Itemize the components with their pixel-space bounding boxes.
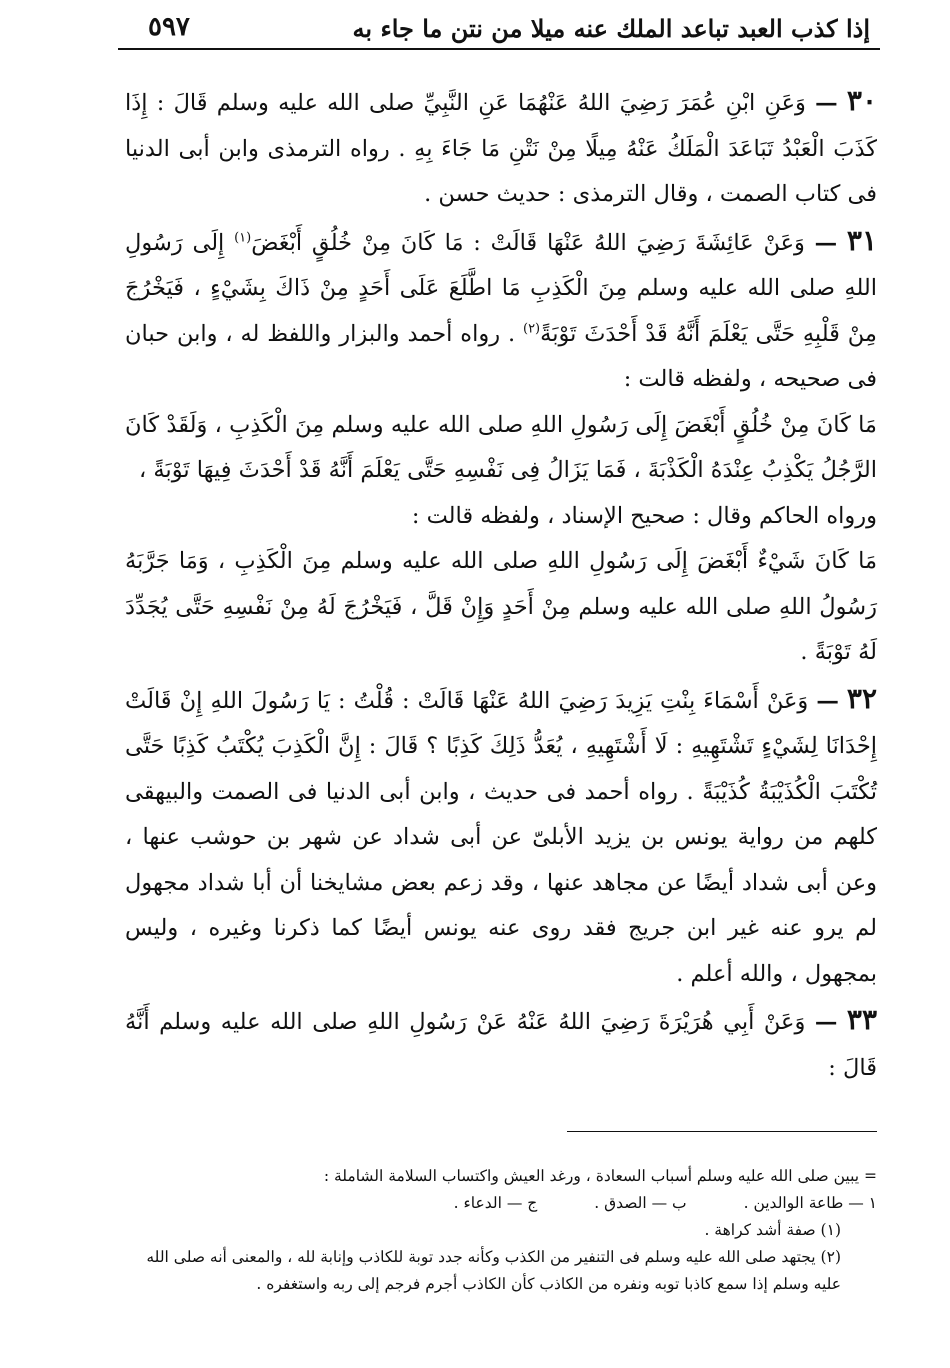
main-text [125, 78, 877, 1091]
hadith-dash: — [816, 687, 839, 714]
footnote-divider [567, 1131, 877, 1132]
hadith-text: وَعَنْ عَائِشَةَ رَضِيَ اللهُ عَنْهَا قَالَتْ : مَا كَانَ مِنْ خُلُقٍ أَبْغَضَ [251, 229, 805, 256]
hadith-dash: — [815, 90, 838, 116]
hadith-number: ٣١ [846, 223, 877, 257]
hadith-text: وَعَنْ أَسْمَاءَ بِنْتِ يَزِيدَ رَضِيَ اللهُ عَنْهَا قَالَتْ : قُلْتُ : يَا رَسُولَ اللهِ إِنْ قَالَتْ إِحْدَانَا لِشَيْءٍ تَشْتَهِيهِ : لَا أَشْتَهِيهِ ، يُعَدُّ ذَلِكَ كَذِبًا ؟ قَالَ : إِنَّ الْكَذِبَ يُكْتَبُ كَذِبًا حَتَّى تُكْتَبَ الْكُذَيْبَةُ كُذَيْبَةً . رواه أحمد فى حديث ، وابن أبى الدنيا فى الصمت والبيهقى كلهم من رواية يونس بن يزيد الأبلىّ عن أبى شداد عن شهر بن حوشب عنها ، وعن أبى شداد أيضًا عن مجاهد عنها ، وقد زعم بعض مشايخنا أن أبا شداد مجهول لم يرو عنه غير ابن جريج فقد روى عنه يونس أيضًا كما ذكرنا وغيره ، وليس بمجهول ، والله أعلم . [125, 687, 877, 987]
hadith-31 [125, 218, 877, 403]
hakim-version: مَا كَانَ شَيْءٌ أَبْغَضَ إِلَى رَسُولِ اللهِ صلى الله عليه وسلم مِنَ الْكَذِبِ ، وَمَا جَرَّبَهُ رَسُولُ اللهِ صلى الله عليه وسلم مِنْ أَحَدٍ وَإِنْ قَلَّ ، فَيَخْرُجَ لَهُ مِنْ نَفْسِهِ حَتَّى يُجَدِّدَ لَهُ تَوْبَةً . [125, 548, 877, 665]
footnote-item: ١ — طاعة الوالدين . [743, 1194, 877, 1212]
footnote-items [125, 1190, 877, 1217]
hadith-text: وَعَنِ ابْنِ عُمَرَ رَضِيَ اللهُ عَنْهُمَا عَنِ النَّبِيِّ صلى الله عليه وسلم قَالَ : إِذَا كَذَبَ الْعَبْدُ تَبَاعَدَ الْمَلَكُ عَنْهُ مِيلًا مِنْ نَتْنِ مَا جَاءَ بِهِ . رواه الترمذى وابن أبى الدنيا فى كتاب الصمت ، وقال الترمذى : حديث حسن . [125, 90, 877, 207]
hadith-text: . رواه أحمد والبزار واللفظ له ، وابن حبان فى صحيحه ، ولفظه قالت : [125, 320, 877, 392]
footnote-continuation: = يبين صلى الله عليه وسلم أسباب السعادة ، ورغد العيش واكتساب السلامة الشاملة : [323, 1167, 877, 1185]
hadith-32 [125, 676, 877, 998]
footnote-1: (١) صفة أشد كراهة . [704, 1221, 841, 1239]
hadith-number: ٣٣ [846, 1003, 877, 1036]
hadith-text: إِلَى رَسُولِ اللهِ صلى الله عليه وسلم مِنَ الْكَذِبِ مَا اطَّلَعَ عَلَى أَحَدٍ مِنْ ذَاكَ بِشَيْءٍ ، فَيَخْرُجَ مِنْ قَلْبِهِ حَتَّى يَعْلَمَ أَنَّهُ قَدْ أَحْدَثَ تَوْبَةً [125, 229, 877, 347]
hadith-dash: — [814, 229, 838, 256]
footnote-item: ج — الدعاء . [453, 1194, 538, 1212]
footnote-marker: (١) [234, 230, 252, 245]
footnote-item: ب — الصدق . [594, 1194, 687, 1212]
footnote-marker: (٢) [522, 321, 541, 336]
footnote-block [125, 1163, 877, 1298]
hadith-33 [125, 997, 877, 1091]
page-header [118, 8, 880, 50]
hadith-30 [125, 78, 877, 218]
hadith-number: ٣٠ [846, 84, 877, 117]
hibban-version: مَا كَانَ مِنْ خُلُقٍ أَبْغَضَ إِلَى رَسُولِ اللهِ صلى الله عليه وسلم مِنَ الْكَذِبِ ، وَلَقَدْ كَانَ الرَّجُلُ يَكْذِبُ عِنْدَهُ الْكَذْبَةَ ، فَمَا يَزَالُ فِى نَفْسِهِ حَتَّى يَعْلَمَ أَنَّهُ قَدْ أَحْدَثَ فِيهَا تَوْبَةً ، [125, 411, 877, 483]
hadith-number: ٣٢ [846, 681, 877, 715]
hadith-text: وَعَنْ أَبِي هُرَيْرَةَ رَضِيَ اللهُ عَنْهُ عَنْ رَسُولِ اللهِ صلى الله عليه وسلم أَنَّهُ قَالَ : [125, 1009, 877, 1081]
running-title: إذا كذب العبد تباعد الملك عنه ميلا من نتن ما جاء به [352, 14, 870, 43]
hadith-dash: — [814, 1009, 838, 1035]
footnote-2: (٢) يجتهد صلى الله عليه وسلم فى التنفير من الكذب وكأنه جدد توبة للكاذب وإنابة لله ، والمعنى أنه صلى الله عليه وسلم إذا سمع كاذبا توبه ونفره من الكاذب كأن الكاذب أجرم فرجم إلى ربه واستغفره . [146, 1248, 841, 1293]
page-number: ٥٩٧ [148, 12, 190, 42]
hakim-intro: ورواه الحاكم وقال : صحيح الإسناد ، ولفظه قالت : [411, 502, 877, 529]
